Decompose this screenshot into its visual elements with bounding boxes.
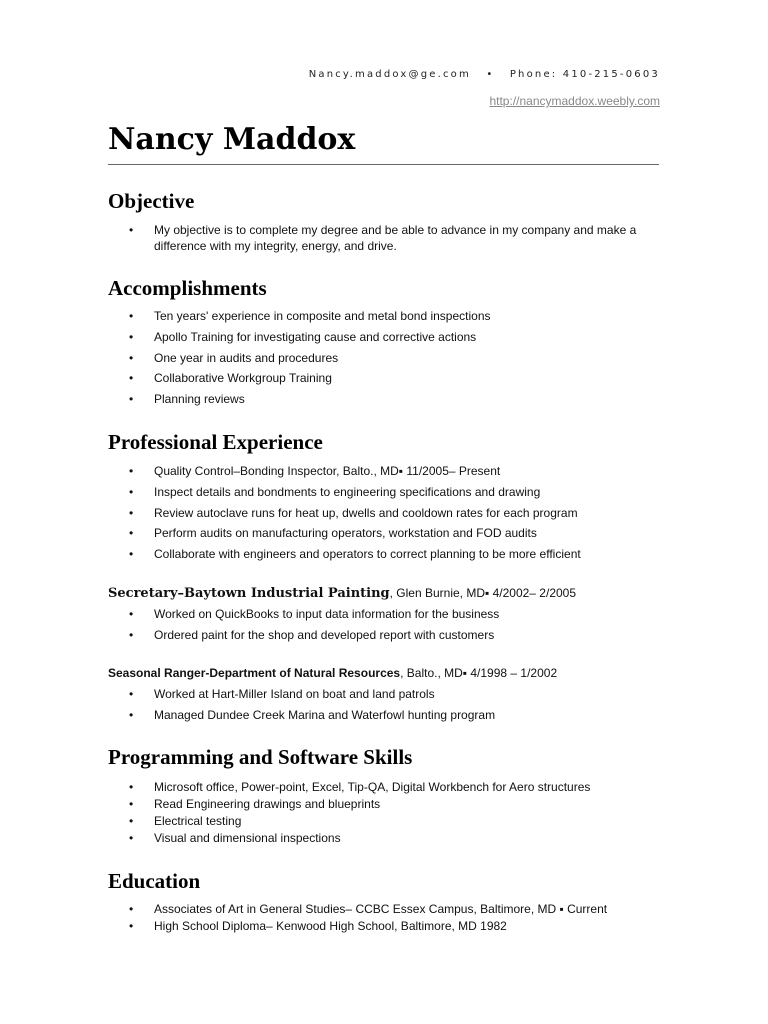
list-item: • Worked at Hart-Miller Island on boat and land patrols: [108, 686, 668, 702]
list-item: • My objective is to complete my degree and be able to advance in my company and make a difference with my integrity, energy, and drive.: [108, 222, 668, 254]
skills-heading: Programming and Software Skills: [108, 745, 413, 769]
list-item: • Apollo Training for investigating cause and corrective actions: [108, 329, 668, 345]
email-address[interactable]: Nancy.maddox@ge.com: [308, 69, 471, 80]
experience-list: [108, 463, 668, 567]
list-item: • Ordered paint for the shop and developed report with customers: [108, 627, 668, 643]
list-item: • Collaborate with engineers and operators to correct planning to be more efficient: [108, 546, 668, 562]
job-secretary-list: [108, 606, 668, 648]
list-item: • Worked on QuickBooks to input data information for the business: [108, 606, 668, 622]
list-item: • High School Diploma– Kenwood High School, Baltimore, MD 1982: [108, 918, 668, 934]
list-item: • Review autoclave runs for heat up, dwells and cooldown rates for each program: [108, 505, 668, 521]
education-list: [108, 901, 668, 935]
objective-list: [108, 222, 668, 254]
list-item: • One year in audits and procedures: [108, 350, 668, 366]
objective-heading: Objective: [108, 189, 195, 213]
job-ranger-list: [108, 686, 668, 728]
job-title: Secretary–Baytown Industrial Painting: [108, 586, 390, 601]
list-item: • Associates of Art in General Studies– CCBC Essex Campus, Baltimore, MD ▪ Current: [108, 901, 668, 917]
skills-list: [108, 779, 668, 847]
experience-heading: Professional Experience: [108, 430, 323, 454]
accomplishments-heading: Accomplishments: [108, 276, 267, 300]
job-details: , Glen Burnie, MD▪ 4/2002– 2/2005: [389, 586, 577, 600]
contact-line: [309, 69, 660, 80]
candidate-name: Nancy Maddox: [108, 122, 356, 157]
list-item: • Inspect details and bondments to engineering specifications and drawing: [108, 484, 668, 500]
website-link[interactable]: http://nancymaddox.weebly.com: [489, 94, 660, 108]
accomplishments-list: [108, 308, 668, 412]
job-title: Seasonal Ranger-Department of Natural Resources: [108, 666, 401, 680]
list-item: • Perform audits on manufacturing operators, workstation and FOD audits: [108, 525, 668, 541]
list-item: • Managed Dundee Creek Marina and Waterfowl hunting program: [108, 707, 668, 723]
phone-number: Phone: 410-215-0603: [509, 69, 660, 80]
list-item: • Quality Control–Bonding Inspector, Balto., MD▪ 11/2005– Present: [108, 463, 668, 479]
header-divider: [108, 164, 659, 165]
job-ranger: [108, 666, 557, 680]
job-details: , Balto., MD▪ 4/1998 – 1/2002: [400, 666, 558, 680]
list-item: • Planning reviews: [108, 391, 668, 407]
list-item: • Collaborative Workgroup Training: [108, 370, 668, 386]
list-item: • Microsoft office, Power-point, Excel, Tip-QA, Digital Workbench for Aero structures: [108, 779, 668, 795]
job-secretary: [108, 586, 576, 601]
contact-separator: •: [486, 69, 495, 80]
list-item: • Electrical testing: [108, 813, 668, 829]
list-item: • Read Engineering drawings and blueprints: [108, 796, 668, 812]
list-item: • Visual and dimensional inspections: [108, 830, 668, 846]
education-heading: Education: [108, 869, 201, 893]
list-item: • Ten years' experience in composite and metal bond inspections: [108, 308, 668, 324]
